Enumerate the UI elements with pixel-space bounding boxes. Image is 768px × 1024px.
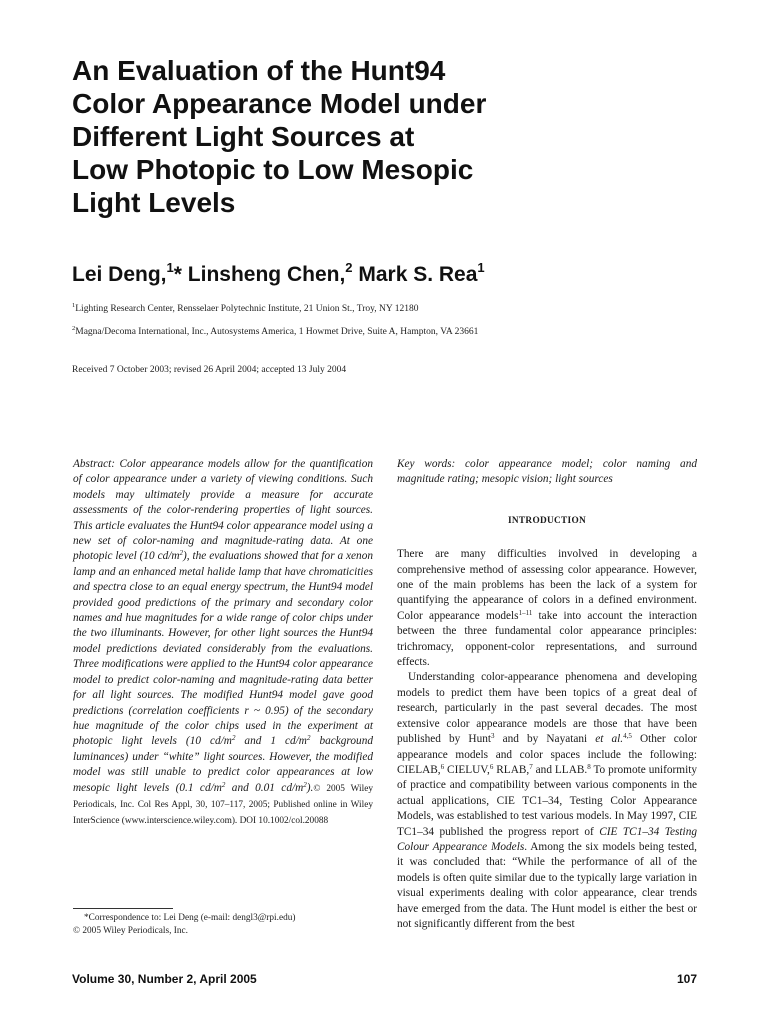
citation: 6 bbox=[440, 762, 445, 771]
title-line: Color Appearance Model under bbox=[72, 88, 487, 119]
author-affiliation-mark: 1 bbox=[477, 260, 485, 275]
citation: 4,5 bbox=[623, 732, 632, 741]
superscript: 2 bbox=[303, 780, 307, 789]
body-text: There are many difficulties involved in developing a comprehensive method of assessing color appearance. However, one of the main problems has been the lack of a system for quantifying the appearance of colors in a defined environment. Color appearance models bbox=[397, 548, 697, 622]
citation: 7 bbox=[529, 762, 533, 771]
author-affiliation-mark: 1 bbox=[166, 260, 174, 275]
journal-issue: Volume 30, Number 2, April 2005 bbox=[72, 972, 257, 986]
author-affiliation-mark: 2 bbox=[345, 260, 353, 275]
publication-info: © 2005 Wiley Periodicals, Inc. Col Res Appl, 30, 107–117, 2005; Published online in Wiley InterScience (www.interscience.wiley.com). DOI 10.1002/col.20088 bbox=[73, 783, 373, 827]
body-text: and LLAB. bbox=[532, 763, 588, 776]
body-paragraph bbox=[397, 547, 697, 670]
citation: 1–11 bbox=[518, 608, 533, 617]
author-name: Lei Deng, bbox=[72, 263, 167, 286]
superscript: 2 bbox=[179, 549, 184, 558]
body-text: Other color appearance models and color spaces include the following: CIELAB, bbox=[397, 733, 697, 776]
title-line: Light Levels bbox=[72, 187, 236, 218]
footnote-divider bbox=[73, 908, 173, 909]
abstract-text: Abstract: Color appearance models allow for the quantification of color appearance under a variety of viewing conditions. Such models may ultimately provide a measure for accurate assessments of the color-rendering properties of light sources. This article evaluates the Hunt94 color appearance model using a new set of color-naming and magnitude-rating data. At one photopic level (10 cd/m bbox=[73, 458, 373, 563]
page-number: 107 bbox=[676, 972, 697, 986]
abstract-text: ), the evaluations showed that for a xenon lamp and an enhanced metal halide lamp that have chromaticities and spectra close to an equal energy spectrum, the Hunt94 model provided good predictions of the primary and secondary color names and hue magnitudes for a wide range of color chips under the two illuminants. However, for other light sources the Hunt94 model predictions deviated considerably from the evaluations. Three modifications were applied to the Hunt94 color appearance model to predict color-naming and magnitude-rating data better for all light sources. The modified Hunt94 model gave good predictions (correlation coefficients r ~ 0.95) of the secondary hue magnitude of the color chips used in the experiment at photopic light levels (10 cd/m bbox=[73, 550, 373, 748]
body-text: take into account the interaction between the three fundamental color appearance principles: trichromacy, opponent-color representations, and surround effects. bbox=[397, 609, 697, 669]
corresponding-mark: * bbox=[173, 263, 182, 286]
body-text: . Among the six models being tested, it was concluded that: “While the performance of all of the models is often quite similar due to the typically large variation in visual experiments dealing with color appearance, clear trends have emerged from the data. The Hunt model is either the best or not significantly different from the best bbox=[397, 840, 697, 930]
affiliation-mark: 1 bbox=[72, 302, 76, 309]
footnote bbox=[73, 912, 373, 938]
superscript: 2 bbox=[306, 734, 311, 743]
title-line: Low Photopic to Low Mesopic bbox=[72, 154, 474, 185]
abstract-text: background luminances) under “white” light sources. However, the modified model was still unable to predict color appearances at low mesopic light levels (0.1 cd/m bbox=[73, 735, 374, 794]
body-text: CIELUV, bbox=[444, 763, 490, 776]
body-text: and by Nayatani bbox=[494, 733, 596, 746]
affiliation-mark: 2 bbox=[72, 325, 76, 332]
author-name: Mark S. Rea bbox=[358, 263, 478, 286]
body-text-italic: et al. bbox=[595, 733, 624, 746]
superscript: 2 bbox=[221, 780, 226, 789]
affiliation bbox=[72, 326, 712, 338]
received-dates: Received 7 October 2003; revised 26 April 2004; accepted 13 July 2004 bbox=[72, 365, 347, 375]
abstract-text: and 0.01 cd/m bbox=[225, 781, 304, 794]
abstract bbox=[73, 457, 373, 830]
title-line: Different Light Sources at bbox=[72, 121, 415, 152]
section-heading: INTRODUCTION bbox=[508, 515, 586, 526]
right-column bbox=[397, 457, 697, 932]
copyright-note: © 2005 Wiley Periodicals, Inc. bbox=[73, 926, 188, 936]
citation: 3 bbox=[491, 732, 495, 741]
article-title bbox=[72, 54, 692, 219]
abstract-text: and 1 cd/m bbox=[235, 735, 307, 748]
keywords: Key words: color appearance model; color naming and magnitude rating; mesopic vision; light sources bbox=[397, 458, 697, 486]
superscript: 2 bbox=[231, 734, 236, 743]
body-paragraph bbox=[397, 670, 697, 932]
affiliation bbox=[72, 303, 712, 315]
body-text: RLAB, bbox=[493, 763, 530, 776]
left-column bbox=[73, 457, 373, 830]
citation: 8 bbox=[587, 762, 591, 771]
title-line: An Evaluation of the Hunt94 bbox=[72, 55, 446, 86]
citation: 6 bbox=[489, 762, 494, 771]
body-text-italic: CIE TC1–34 Testing Colour Appearance Models bbox=[397, 825, 697, 853]
author-list bbox=[72, 262, 692, 288]
body-text: To promote uniformity of practice and compatibility between various components in the actual applications, CIE TC1–34, Testing Color Appearance Models, was established to test various models. In May 1997, CIE TC1–34 published the progress report of bbox=[397, 763, 698, 838]
abstract-text: ). bbox=[306, 781, 314, 794]
affiliation-text: Lighting Research Center, Rensselaer Polytechnic Institute, 21 Union St., Troy, NY 12180 bbox=[75, 304, 419, 314]
author-name: Linsheng Chen, bbox=[187, 263, 346, 286]
affiliation-text: Magna/Decoma International, Inc., Autosystems America, 1 Howmet Drive, Suite A, Hampton, VA 23661 bbox=[75, 327, 479, 337]
body-text: Understanding color-appearance phenomena and developing models to predict them have been topics of a great deal of research, particularly in the past several decades. The most extensive color appearance models are those that have been published by Hunt bbox=[397, 671, 697, 746]
correspondence-note: *Correspondence to: Lei Deng (e-mail: dengl3@rpi.edu) bbox=[84, 913, 296, 923]
